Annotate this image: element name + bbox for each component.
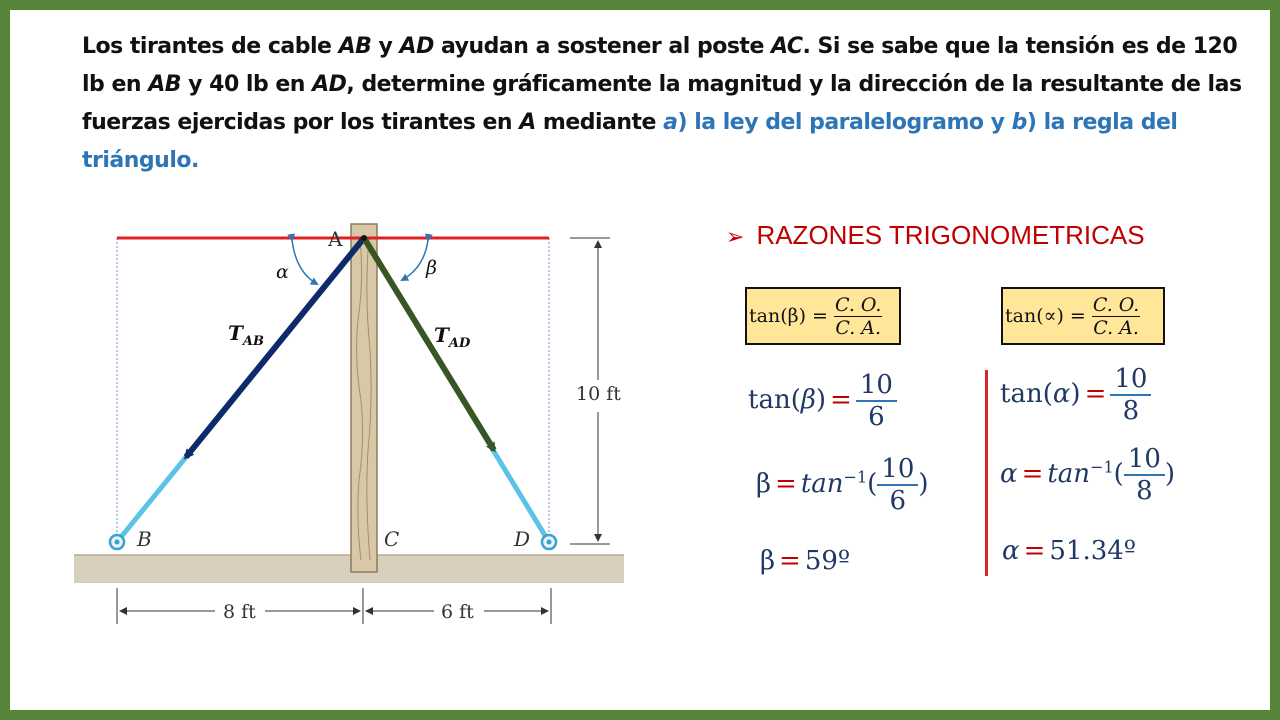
co-ca-fraction: [834, 294, 882, 339]
equals-sign: =: [775, 469, 797, 499]
beta-result: [760, 546, 850, 576]
inverse-superscript: −1: [1090, 457, 1114, 477]
beta-arctan-equation: [756, 454, 929, 516]
alpha-arctan-equation: [1000, 444, 1175, 506]
column-divider: [985, 370, 988, 576]
alpha-arc: [292, 240, 317, 284]
inverse-superscript: −1: [843, 467, 868, 487]
problem-text-3: ayudan a sostener al poste: [433, 34, 772, 59]
numerator: 10: [1127, 444, 1161, 474]
problem-text-4: . Si se sabe que la tensión es de 120 lb en: [82, 34, 1238, 97]
alpha-symbol: α: [1002, 536, 1020, 566]
denominator: 8: [1136, 476, 1153, 506]
pole-ac-ref: AC: [771, 34, 803, 59]
arctan-fn: tan: [1047, 459, 1091, 489]
arrow-bullet-icon: ➢: [726, 224, 745, 249]
pole: [351, 224, 377, 572]
paren-open: (: [867, 469, 878, 499]
ca-label: C. A.: [835, 316, 882, 339]
denominator: 6: [868, 402, 885, 432]
tan-alpha-definition-box: [1001, 287, 1165, 345]
tab-arrow: [186, 238, 364, 457]
ca-label-2: C. A.: [1093, 316, 1139, 339]
numerator: 10: [881, 454, 915, 484]
option-b-label: b: [1011, 110, 1027, 135]
cable-ad-ref: AD: [399, 34, 434, 59]
left-dim-label: 8 ft: [223, 601, 256, 623]
pole-diagram: [10, 10, 1270, 710]
numerator: 10: [1114, 364, 1148, 394]
label-alpha: α: [276, 261, 289, 283]
problem-text-7: mediante: [535, 110, 664, 135]
paren-close: ): [1164, 459, 1176, 489]
tan-beta-definition-box: [745, 287, 901, 345]
paren-close: ): [815, 385, 827, 415]
co-label-2: C. O.: [1092, 293, 1140, 316]
right-dim-label: 6 ft: [441, 601, 474, 623]
problem-text-6: , determine gráficamente la magnitud y la dirección de la resultante de las fuerzas ejercidas por los tirantes en: [82, 72, 1242, 135]
section-heading: [726, 220, 1145, 251]
label-tab: $T_{AB}$: [228, 321, 264, 349]
co-ca-fraction-2: [1092, 294, 1140, 339]
beta-arc: [402, 240, 428, 280]
equals-sign: =: [830, 385, 852, 415]
slide: [10, 10, 1270, 710]
point-a-dot: [361, 235, 367, 241]
option-a-label: a: [663, 110, 678, 135]
co-label: C. O.: [834, 293, 882, 316]
alpha-result: [1002, 536, 1136, 566]
problem-text-1: Los tirantes de cable: [82, 34, 339, 59]
alpha-value: 51.34º: [1049, 536, 1137, 566]
problem-text-9: ) la regla del triángulo.: [82, 110, 1178, 173]
point-a-ref: A: [519, 110, 536, 135]
beta-symbol: β: [800, 385, 816, 415]
height-dim-label: 10 ft: [576, 383, 621, 405]
denominator: 6: [889, 486, 907, 516]
paren-close: ): [918, 469, 929, 499]
beta-value: 59º: [804, 546, 851, 576]
tan-fn-text: tan(: [748, 385, 801, 415]
equals-sign: =: [1021, 459, 1044, 489]
label-beta: β: [426, 257, 437, 279]
cable-ad-ref-2: AD: [312, 72, 347, 97]
tan-alpha-equation: [1000, 364, 1151, 426]
label-b: B: [137, 527, 152, 551]
denominator: 8: [1122, 396, 1140, 426]
heading-text: RAZONES TRIGONOMETRICAS: [756, 220, 1145, 250]
numerator: 10: [859, 370, 893, 400]
problem-text-8: ) la ley del paralelogramo y: [677, 110, 1012, 135]
label-c: C: [384, 527, 400, 551]
ratio-fraction: [856, 370, 897, 432]
problem-text-5: y 40 lb en: [181, 72, 313, 97]
ratio-fraction: [877, 454, 918, 516]
anchor-d-inner: [547, 540, 552, 545]
equals-sign: =: [1084, 379, 1107, 409]
tan-beta-equation: [748, 370, 897, 432]
cable-ab-ref: AB: [338, 34, 372, 59]
beta-symbol: β: [760, 546, 776, 576]
label-a: A: [328, 227, 343, 251]
ratio-fraction: [1124, 444, 1165, 506]
problem-text-2: y: [371, 34, 400, 59]
ratio-fraction: [1110, 364, 1151, 426]
equals-sign: =: [779, 546, 801, 576]
tan-alpha-def-fn: tan(∝) =: [1005, 305, 1086, 327]
arctan-fn: tan: [800, 469, 844, 499]
cable-ab-ref-2: AB: [148, 72, 181, 97]
ground: [74, 555, 624, 583]
alpha-symbol: α: [1000, 459, 1018, 489]
equals-sign: =: [1023, 536, 1046, 566]
beta-symbol: β: [756, 469, 772, 499]
anchor-b-inner: [115, 540, 120, 545]
alpha-symbol: α: [1052, 379, 1071, 409]
paren-open: (: [1113, 459, 1124, 489]
tan-beta-def-fn: tan(β) =: [749, 305, 828, 327]
label-tad: $T_{AD}$: [434, 323, 471, 351]
label-d: D: [514, 527, 531, 551]
paren-close: ): [1070, 379, 1081, 409]
tan-fn-text: tan(: [1000, 379, 1053, 409]
